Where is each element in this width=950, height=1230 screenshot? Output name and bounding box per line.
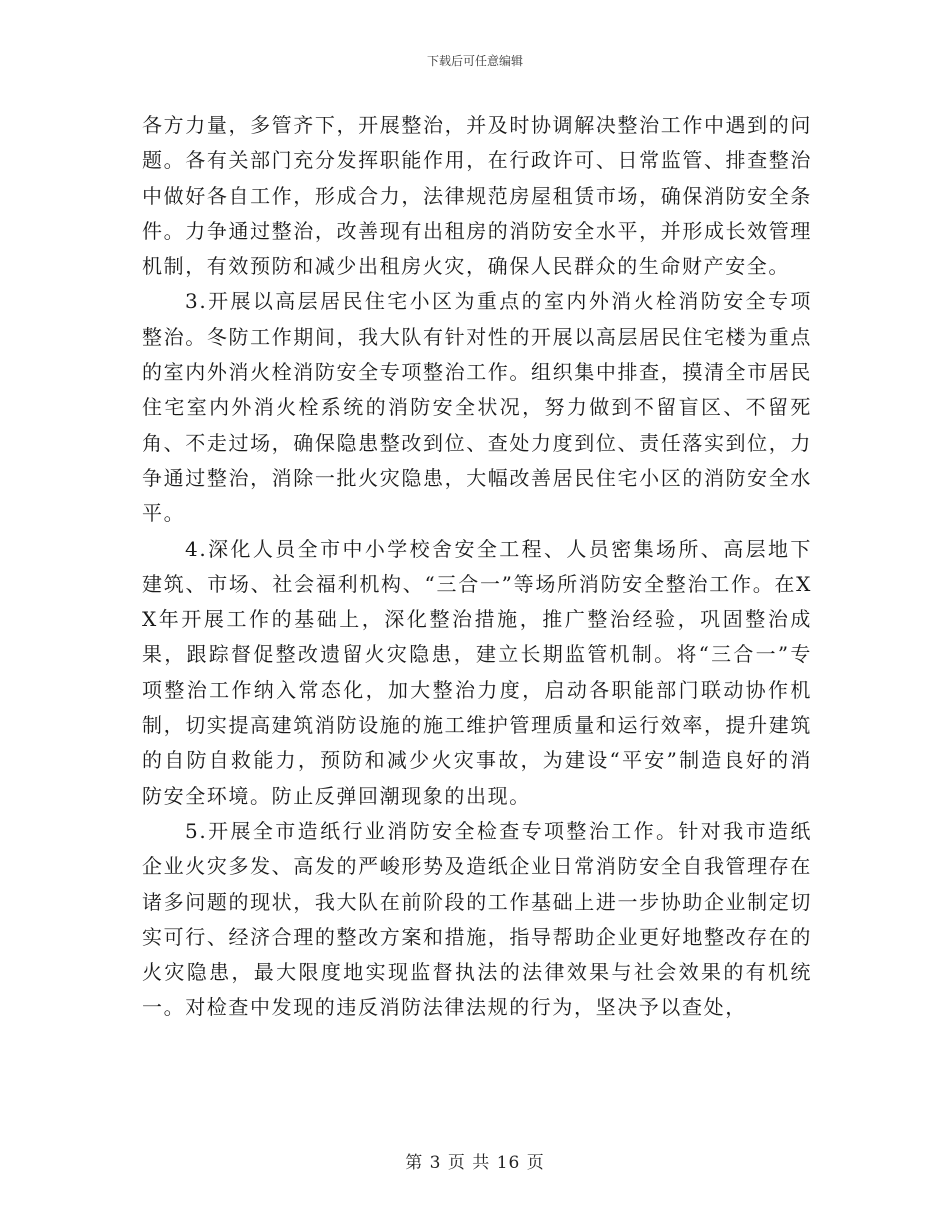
- page-number-footer: 第 3 页 共 16 页: [405, 1153, 545, 1173]
- paragraph: 4.深化人员全市中小学校舍安全工程、人员密集场所、高层地下建筑、市场、社会福利机构、“三合一”等场所消防安全整治工作。在XX年开展工作的基础上，深化整治措施，推广整治经验，巩固整治成果，跟踪督促整改遗留火灾隐患，建立长期监管机制。将“三合一”专项整治工作纳入常态化，加大整治力度，启动各职能部门联动协作机制，切实提高建筑消防设施的施工维护管理质量和运行效率，提升建筑的自防自救能力，预防和减少火灾事故，为建设“平安”制造良好的消防安全环境。防止反弹回潮现象的出现。: [142, 536, 812, 808]
- document-body: [142, 108, 812, 1026]
- paragraph: 3.开展以高层居民住宅小区为重点的室内外消火栓消防安全专项整治。冬防工作期间，我大队有针对性的开展以高层居民住宅楼为重点的室内外消火栓消防安全专项整治工作。组织集中排查，摸清全市居民住宅室内外消火栓系统的消防安全状况，努力做到不留盲区、不留死角、不走过场，确保隐患整改到位、查处力度到位、责任落实到位，力争通过整治，消除一批火灾隐患，大幅改善居民住宅小区的消防安全水平。: [142, 289, 812, 526]
- page-header: 下载后可任意编辑: [426, 54, 523, 68]
- paragraph: 5.开展全市造纸行业消防安全检查专项整治工作。针对我市造纸企业火灾多发、高发的严峻形势及造纸企业日常消防安全自我管理存在诸多问题的现状，我大队在前阶段的工作基础上进一步协助企业制定切实可行、经济合理的整改方案和措施，指导帮助企业更好地整改存在的火灾隐患，最大限度地实现监督执法的法律效果与社会效果的有机统一。对检查中发现的违反消防法律法规的行为，坚决予以查处，: [142, 818, 812, 1020]
- paragraph: 各方力量，多管齐下，开展整治，并及时协调解决整治工作中遇到的问题。各有关部门充分发挥职能作用，在行政许可、日常监管、排查整治中做好各自工作，形成合力，法律规范房屋租赁市场，确保消防安全条件。力争通过整治，改善现有出租房的消防安全水平，并形成长效管理机制，有效预防和减少出租房火灾，确保人民群众的生命财产安全。: [142, 113, 812, 279]
